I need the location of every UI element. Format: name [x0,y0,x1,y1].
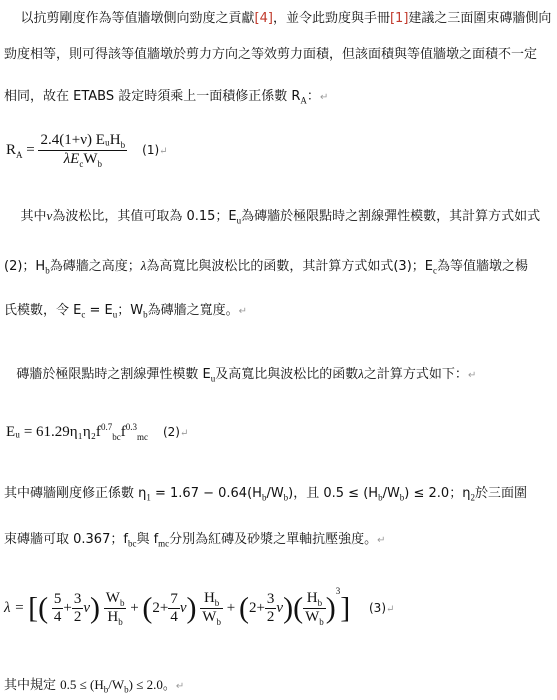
paragraph-mark: ↵ [319,92,329,103]
citation-4[interactable]: [4] [254,11,273,26]
para2-line-2: (2)；$H_b$為磚牆之高度；λ為高寬比與波松比的函數，其計算方式如式(3)；$E_c$為等值牆墩之楊 [4,258,529,276]
para4-line-1: 其中磚牆剛度修正係數 $\eta_1 = 1.67 - 0.64(H_b/W_b)$，且 $0.5 \le (H_b/W_b) \le 2.0$；$\eta_2$於三面圍 [4,486,527,503]
para5-line: 其中規定 $0.5 \le (H_b/W_b) \le 2.0$。↵ [4,677,185,695]
para2-line-3: 氏模數，令 $E_c = E_u$；$W_b$為磚牆之寬度。↵ [4,303,247,320]
equation-1: $R_A$ = $\frac{2.4(1+\nu) EᵤH_b}{\lambda E_cW_b}$ (1)↵ [6,132,168,169]
citation-1[interactable]: [1] [389,11,409,26]
equation-2: Eᵤ = $61.29\eta_1\eta_2f^{0.7}_{bc}f^{0.3}_{mc}$ (2)↵ [6,422,189,442]
intro-line-2: 勁度相等，則可得該等值牆墩於剪力方向之等效剪力面積，但該面積與等值牆墩之面積不一定 [4,47,538,62]
equation-1-number: (1) [142,142,160,157]
para4-line-2: 束磚牆可取 0.367；$f_{bc}$與 $f_{mc}$分別為紅磚及砂漿之單軸抗壓強度。↵ [4,532,386,549]
equation-3-number: (3) [369,601,386,615]
equation-2-number: (2) [162,425,180,439]
equation-3: λ = [( $\frac{5}{4}$ + $\frac{3}{2}$ ν) $\frac{W_b}{H_b}$ + (2+ $\frac{7}{4}$ ν) $\frac{H_b}{W_b}$ + (2+ $\frac{3}{2}$ ν)( $\frac{H_b}{W_b}$ )$^3$] (3)↵ [4,586,395,628]
intro-line-1: 以抗剪剛度作為等值牆墩側向勁度之貢獻[4]，並令此勁度與手冊[1]建議之三面圍束磚牆側向 [20,11,552,26]
para3-line: 磚牆於極限點時之割線彈性模數 $E_u$及高寬比與波松比的函數λ之計算方式如下：↵ [16,366,477,384]
intro-line-3: 相同，故在 ETABS 設定時須乘上一面積修正係數 $R_A$：↵ [4,89,329,106]
para2-line-1: 其中ν為波松比，其值可取為 0.15；$E_u$為磚牆於極限點時之割線彈性模數，其計算方式如式 [20,208,541,226]
